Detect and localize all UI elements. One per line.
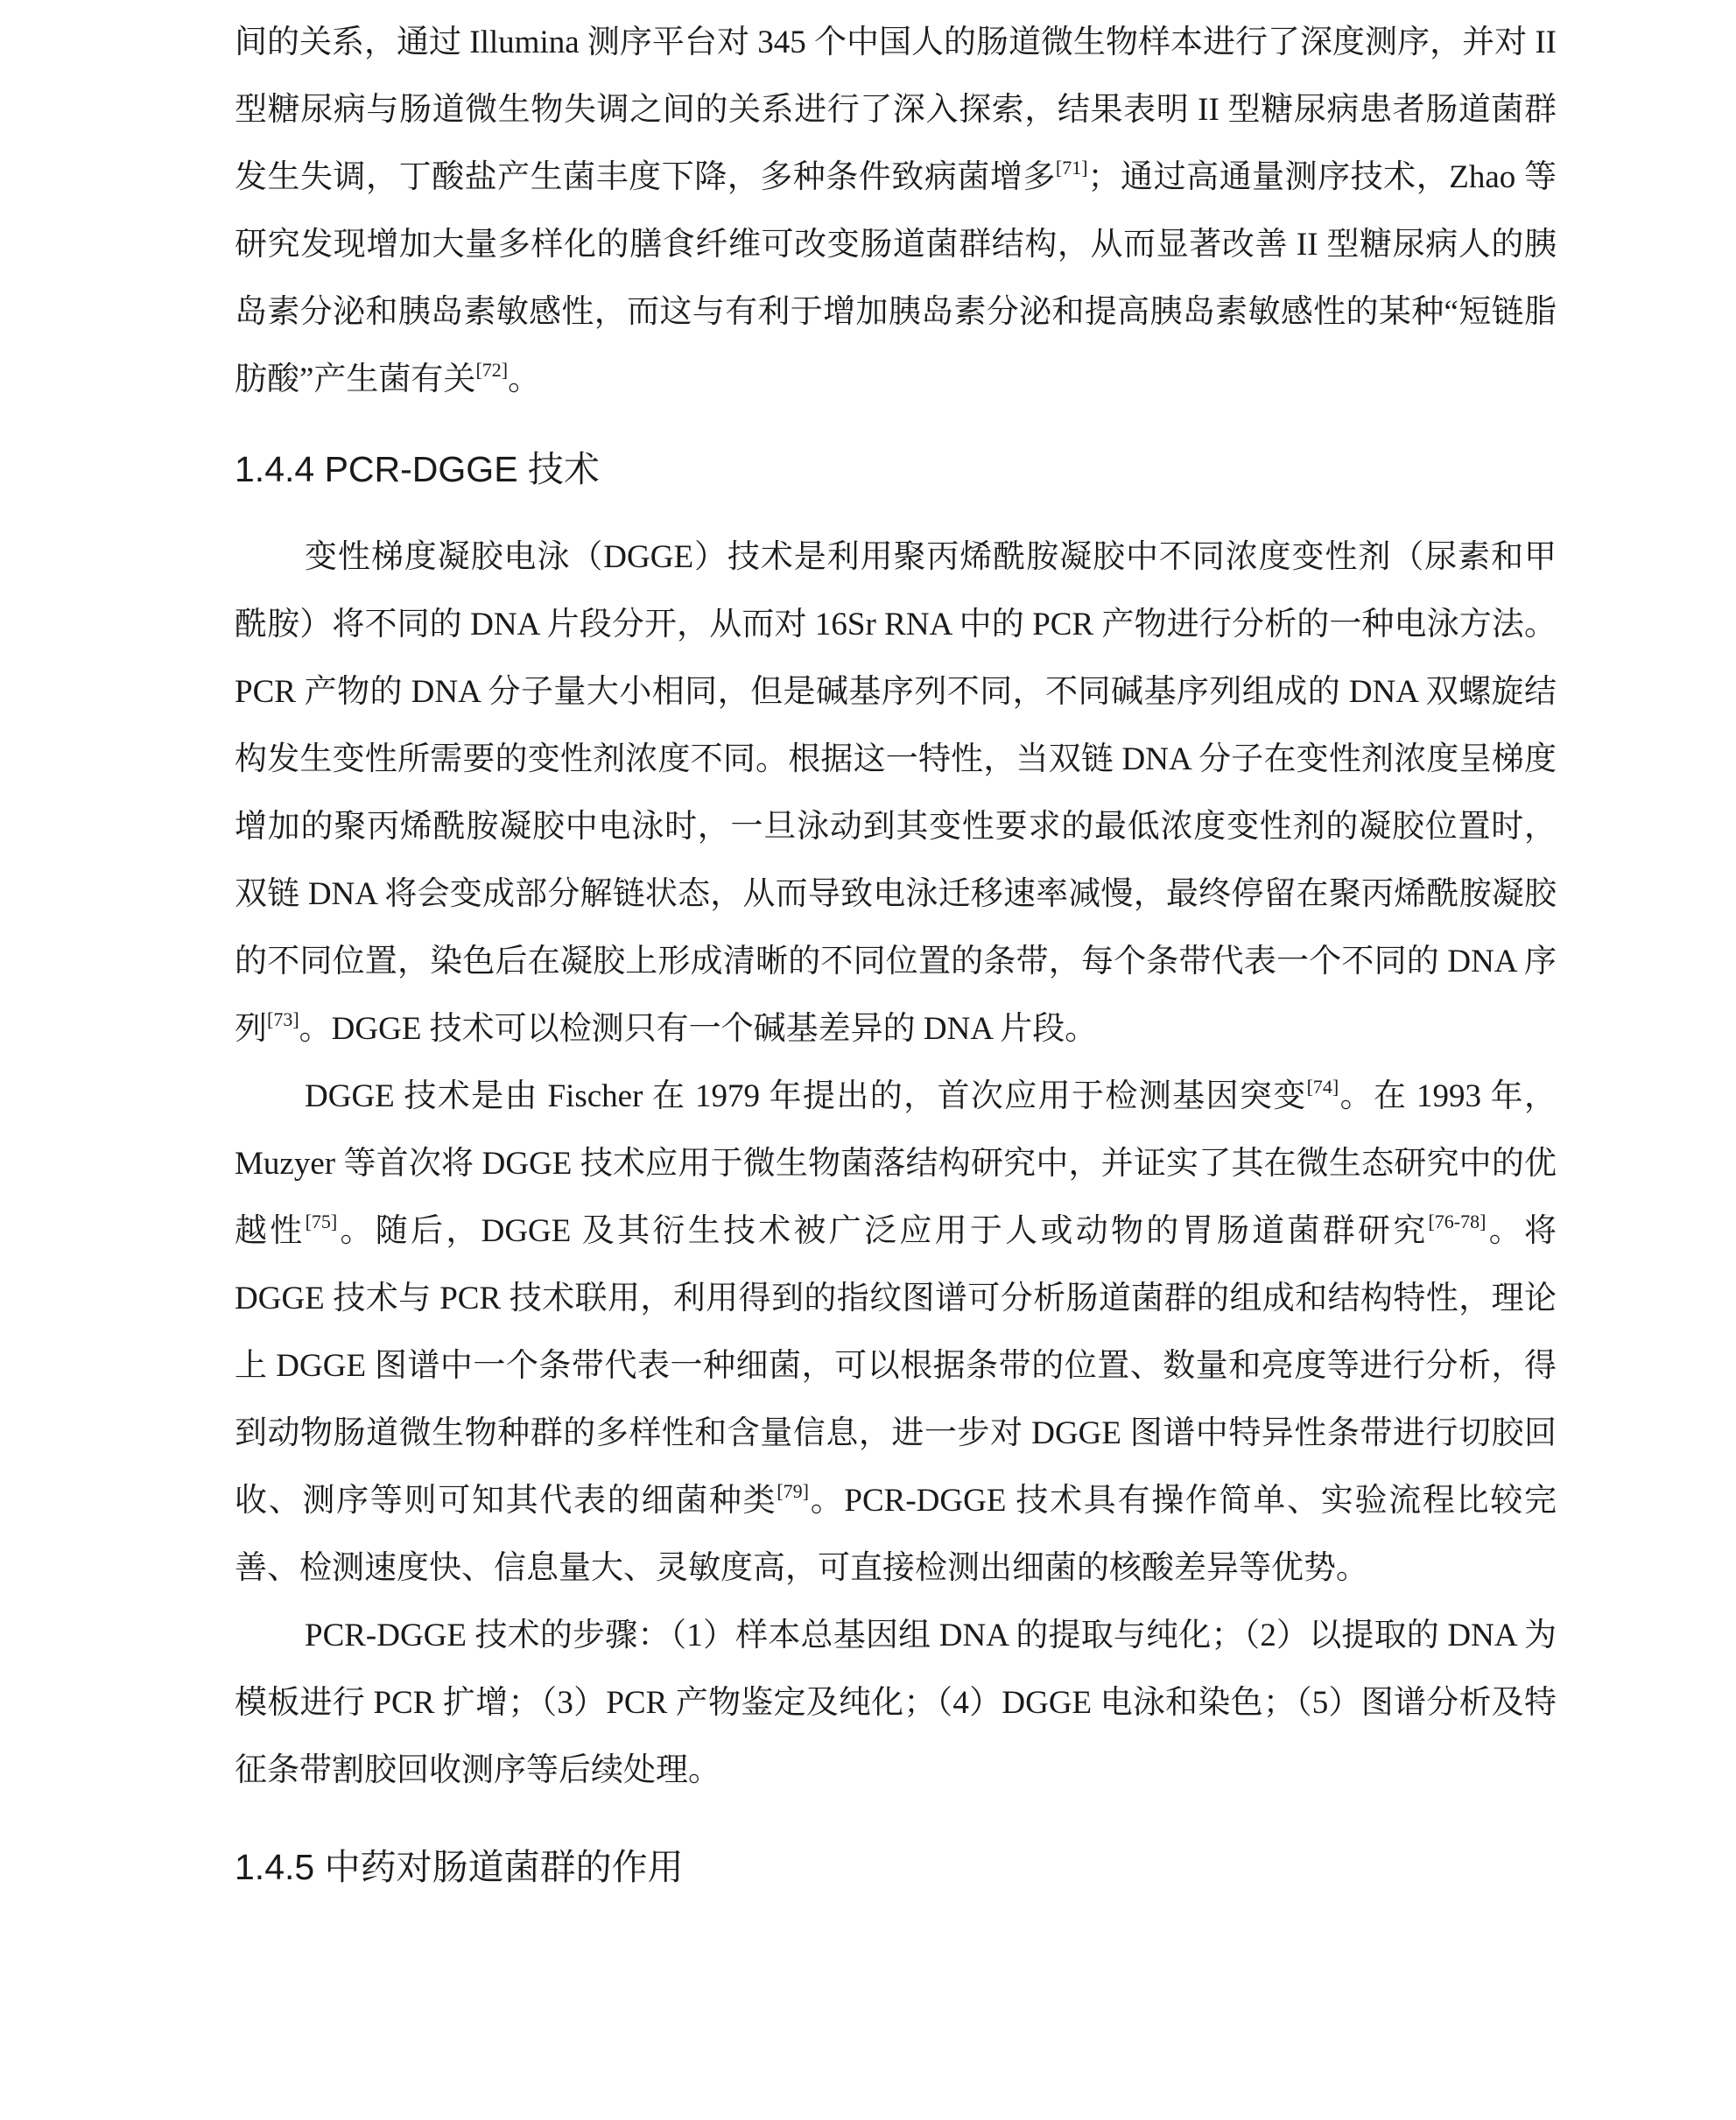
intro-paragraph <box>235 9 1557 413</box>
citation: [79] <box>777 1480 809 1502</box>
text-run: ；通过高通量测序技术，Zhao 等研究发现增加大量多样化的膳食纤维可改变肠道菌群结构，从而显著改善 II 型糖尿病人的胰岛素分泌和胰岛素敏感性，而这与有利于增加胰岛素分泌和提高胰岛素敏感性的某种“短链脂肪酸”产生菌有关 <box>235 159 1557 397</box>
text-run: 。将 DGGE 技术与 PCR 技术联用，利用得到的指纹图谱可分析肠道菌群的组成和结构特性，理论上 DGGE 图谱中一个条带代表一种细菌，可以根据条带的位置、数量和亮度等进行分析，得到动物肠道微生物种群的多样性和含量信息，进一步对 DGGE 图谱中特异性条带进行切胶回收、测序等则可知其代表的细菌种类 <box>235 1213 1557 1519</box>
dgge-steps-paragraph: PCR-DGGE 技术的步骤：（1）样本总基因组 DNA 的提取与纯化；（2）以提取的 DNA 为模板进行 PCR 扩增；（3）PCR 产物鉴定及纯化；（4）DGGE 电泳和染色；（5）图谱分析及特征条带割胶回收测序等后续处理。 <box>235 1618 1557 1788</box>
citation: [75] <box>305 1211 338 1232</box>
text-run: 变性梯度凝胶电泳（DGGE）技术是利用聚丙烯酰胺凝胶中不同浓度变性剂（尿素和甲酰胺）将不同的 DNA 片段分开，从而对 16Sr RNA 中的 PCR 产物进行分析的一种电泳方法。PCR 产物的 DNA 分子量大小相同，但是碱基序列不同，不同碱基序列组成的 DNA 双螺旋结构发生变性所需要的变性剂浓度不同。根据这一特性，当双链 DNA 分子在变性剂浓度呈梯度增加的聚丙烯酰胺凝胶中电泳时，一旦泳动到其变性要求的最低浓度变性剂的凝胶位置时，双链 DNA 将会变成部分解链状态，从而导致电泳迁移速率减慢，最终停留在聚丙烯酰胺凝胶的不同位置，染色后在凝胶上形成清晰的不同位置的条带，每个条带代表一个不同的 DNA 序列 <box>235 539 1557 1047</box>
text-run: DGGE 技术是由 Fischer 在 1979 年提出的，首次应用于检测基因突变 <box>305 1078 1307 1114</box>
citation: [71] <box>1055 157 1088 179</box>
document-page <box>235 9 1557 1921</box>
section-heading-1-4-4: 1.4.4 PCR-DGGE 技术 <box>235 449 600 489</box>
section-heading-1-4-5: 1.4.5 中药对肠道菌群的作用 <box>235 1847 684 1887</box>
citation: [73] <box>267 1008 299 1030</box>
text-run: 。随后，DGGE 及其衍生技术被广泛应用于人或动物的胃肠道菌群研究 <box>337 1213 1429 1249</box>
citation: [72] <box>475 359 509 381</box>
dgge-intro-paragraph <box>235 523 1557 1063</box>
text-run: 。在 1993 年，Muzyer 等首次将 DGGE 技术应用于微生物菌落结构研究中，并证实了其在微生态研究中的优越性 <box>235 1078 1557 1249</box>
citation: [76-78] <box>1428 1211 1486 1232</box>
text-run: 。 <box>508 362 541 397</box>
text-run: 。PCR-DGGE 技术具有操作简单、实验流程比较完善、检测速度快、信息量大、灵敏度高，可直接检测出细菌的核酸差异等优势。 <box>235 1483 1557 1586</box>
citation: [74] <box>1306 1076 1339 1098</box>
text-run: 间的关系，通过 Illumina 测序平台对 345 个中国人的肠道微生物样本进行了深度测序，并对 II 型糖尿病与肠道微生物失调之间的关系进行了深入探索，结果表明 II 型糖尿病患者肠道菌群发生失调，丁酸盐产生菌丰度下降，多种条件致病菌增多 <box>235 25 1557 195</box>
text-run: 。DGGE 技术可以检测只有一个碱基差异的 DNA 片段。 <box>299 1011 1098 1047</box>
dgge-history-paragraph <box>235 1063 1557 1602</box>
